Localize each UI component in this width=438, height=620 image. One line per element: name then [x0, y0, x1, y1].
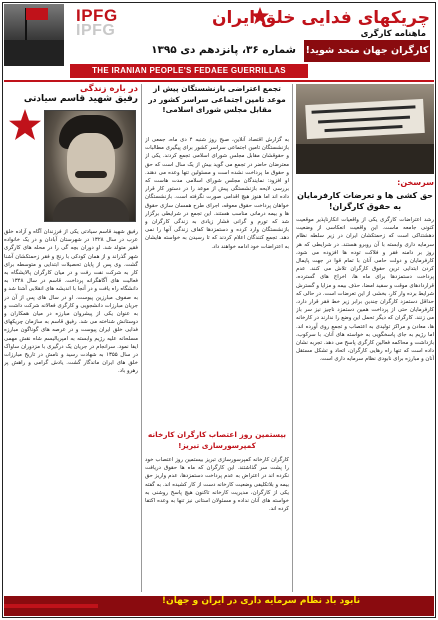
martyr-portrait: [44, 110, 136, 222]
red-flag-icon: [26, 8, 48, 20]
article-title-tabriz-strike: بیستمین روز اعتصاب کارگران کارخانه کمپرسورسازی تبریز!: [147, 430, 287, 450]
ipfg-logo: [70, 6, 156, 46]
logo-text-top: IPFG: [76, 6, 118, 25]
issue-number: شماره ۳۶، پانزدهم دی ۱۳۹۵: [151, 44, 296, 56]
profile-column: [4, 84, 138, 592]
organization-title: چریکهای فدایی خلق ایران: [211, 8, 430, 28]
masthead-photo: [4, 4, 64, 66]
editorial-body: رشد اعتراضات کارگری یکی از واقعیات انکارناپذیر موقعیت کنونی جامعه ماست. این واقعیت انعکاسی از وضعیت دهشتناکی است که زحمتکشان ایران در زیر سلطه نظام سرمایه داری وابسته با آن روبرو هستند. در شرایطی که هر روز بر دامنه فقر و فلاکت توده ها افزوده می شود، کارفرمایان و دولت حامی آنان با تمام قوا در جهت پایمال کردن ابتدایی ترین حقوق کارگران تلاش می کنند. عدم پرداخت دستمزدها برای ماه ها، اخراج های گسترده، قراردادهای موقت و سفید امضا، حذف بیمه و مزایا و گسترش شرایط برده وار کار، بخشی از این تعرضات است. در حالی که حداقل دستمزد کارگران چندین برابر زیر خط فقر قرار دارد، کارفرمایان حتی از پرداخت همین دستمزد ناچیز نیز سر باز می زنند. کارگران که دیگر تحمل این وضع را ندارند در کارخانه ها، معادن و مراکز تولیدی به اعتصاب و تجمع روی آورده اند. اما رژیم به جای پاسخگویی به خواسته های آنان، با سرکوب، بازداشت و محاکمه فعالین کارگری پاسخ می دهد. تجربه نشان داده است که تنها راه رهایی کارگران، اتحاد و تشکل مستقل آنان و مبارزه برای نابودی نظام سرمایه داری است.: [296, 217, 434, 363]
masthead-rule: [4, 80, 434, 82]
profile-name: رفیق شهید قاسم سیادتی: [23, 94, 138, 104]
editorial-kicker: سرسخن:: [397, 178, 434, 187]
profile-heading-label: در باره زندگی: [79, 84, 138, 94]
news-column: [145, 84, 289, 592]
column-divider: [141, 84, 142, 592]
editorial-title: حق کشی ها و تعرضات کارفرمایان به حقوق کارگران!: [297, 191, 433, 211]
red-star-icon: [8, 108, 42, 142]
article-body-retirees: به گزارش اقتصاد آنلاین، صبح روز شنبه ۴ دی ماه، جمعی از بازنشستگان تامین اجتماعی سراسر کشور برای پیگیری مطالبات و حقوقشان مقابل مجلس شورای اسلامی تجمع کردند. یکی از معترضان حاضر در تجمع می گوید بیش از یک سال است که حق و حقوق ما پرداخت نشده است و مسئولین تنها وعده می دهند. او افزود: نمایندگان مجلس شورای اسلامی مدت هاست که بررسی لایحه بازنشستگی پیش از موعد را در دستور کار قرار داده اند اما هنوز هیچ اقدامی صورت نگرفته است. بازنشستگان خواهان پرداخت حقوق معوقه، اجرای طرح همسان سازی حقوق ها و بیمه درمانی مناسب هستند. این تجمع در شرایطی برگزار شد که تورم و گرانی فشار زیادی به زندگی کارگران و بازنشستگان وارد کرده و دستمزدها کفاف زندگی آنها را نمی دهد. تجمع کنندگان اعلام کردند که تا رسیدن به خواسته هایشان به اعتراضات خود ادامه خواهند داد.: [145, 137, 289, 250]
footer-accent-bar: [4, 604, 98, 608]
profile-heading: [4, 84, 138, 106]
logo-text-bottom: IPFG: [76, 22, 116, 39]
footer-banner: [4, 596, 434, 616]
editorial-column: [296, 84, 434, 592]
column-divider: [292, 84, 293, 592]
protest-photo: [296, 84, 434, 174]
article-title-retirees: تجمع اعتراضی بازنشستگان پیش از موعد تامین اجتماعی سراسر کشور در مقابل مجلس شورای اسلامی!: [148, 84, 286, 114]
profile-body: رفیق شهید قاسم سیادتی یکی از فرزندان آگاه و آزاده خلق عرب در سال ۱۳۲۸ در شهرستان آبادان و در یک خانواده فقیر متولد شد. او دوران بچه گی را در محله های کارگری شهر گذراند و از همان کودکی با رنج و فقر زحمتکشان آشنا گشت. وی پس از پایان تحصیلات ابتدایی و متوسطه برای کار به شرکت نفت رفت و در میان کارگران پالایشگاه به فعالیت های آگاهگرانه پرداخت. قاسم در سال ۱۳۴۸ به دانشگاه راه یافت و در آنجا با اندیشه های انقلابی آشنا شد و به صفوف مبارزین پیوست. او در سال های پس از آن در جریان مبارزات دانشجویی و کارگری فعالانه شرکت داشت و به عنوان یکی از پیشروان مبارزه در میان همکاران و دوستانش شناخته می شد. رفیق قاسم به سازمان چریکهای فدایی خلق ایران پیوست و در عرصه های گوناگون مبارزه مسلحانه علیه رژیم وابسته به امپریالیسم شاه نقش مهمی ایفا نمود. سرانجام در جریان یک درگیری با مزدوران ساواک در سال ۱۳۵۵ به شهادت رسید و نامش در تاریخ مبارزات خلق های ایران ماندگار گشت. یادش گرامی و راهش پر رهرو باد.: [4, 229, 138, 375]
magazine-label: ماهنامه کارگری: [360, 29, 426, 39]
masthead: [4, 4, 434, 82]
footer-slogan: نابود باد نظام سرمایه داری در ایران و جهان!: [161, 596, 361, 606]
english-subtitle: THE IRANIAN PEOPLE'S FEDAEE GUERRILLAS: [70, 64, 308, 78]
article-body-tabriz-strike: کارگران کارخانه کمپرسورسازی تبریز بیستمین روز اعتصاب خود را پشت سر گذاشتند. این کارگران که ماه ها حقوق دریافت نکرده اند در اعتراض به عدم پرداخت دستمزدها، عدم واریز حق بیمه و بلاتکلیفی وضعیت کارخانه دست از کار کشیده اند. به گفته یکی از کارگران، مدیریت کارخانه تاکنون هیچ پاسخ روشنی به خواسته های آنان نداده و مسئولان استانی نیز تنها به وعده اکتفا کرده اند.: [145, 457, 289, 513]
masthead-slogan: کارگران جهان متحد شوید!: [304, 40, 430, 62]
